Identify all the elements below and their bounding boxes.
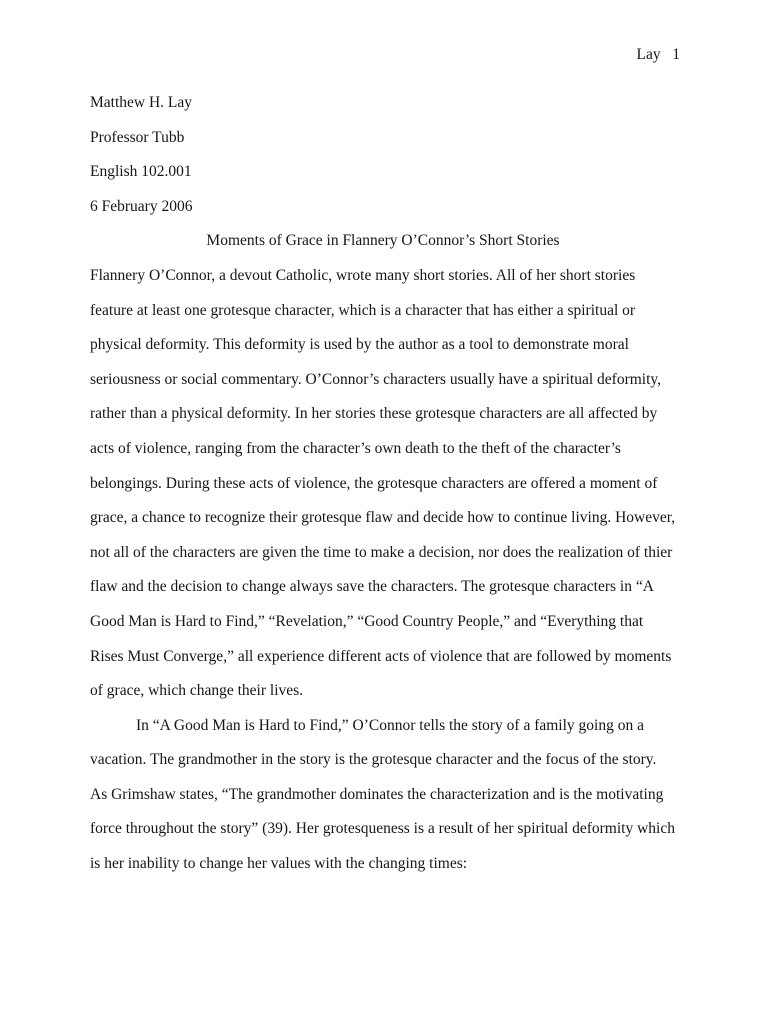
author-name: Matthew H. Lay [90,94,193,111]
body-paragraph-1: Flannery O’Connor, a devout Catholic, wrote many short stories. All of her short stories feature at least one grotesque character, which is a character that has either a spiritual or physical deformity. This deformity is used by the author as a tool to demonstrate moral seriousness or social commentary. O’Connor’s characters usually have a spiritual deformity, rather than a physical deformity. In her stories these grotesque characters are all affected by acts of violence, ranging from the character’s own death to the theft of the character’s belongings. During these acts of violence, the grotesque characters are offered a moment of grace, a chance to recognize their grotesque flaw and decide how to continue living. However, not all of the characters are given the time to make a decision, nor does the realization of thier flaw and the decision to change always save the characters. The grotesque characters in “A Good Man is Hard to Find,” “Revelation,” “Good Country People,” and “Everything that Rises Must Converge,” all experience different acts of violence that are followed by moments of grace, which change their lives. [90,266,676,700]
running-header-page-number: Lay 1 [636,46,680,63]
professor-name: Professor Tubb [90,128,185,146]
document-content [90,86,676,882]
paper-title: Moments of Grace in Flannery O’Connor’s Short Stories [206,232,560,250]
paper-date: 6 February 2006 [90,197,193,215]
body-paragraph-2: In “A Good Man is Hard to Find,” O’Connor tells the story of a family going on a vacation. The grandmother in the story is the grotesque character and the focus of the story. As Grimshaw states, “The grandmother dominates the characterization and is the motivating force throughout the story” (39). Her grotesqueness is a result of her spiritual deformity which is her inability to change her values with the changing times: [90,716,675,873]
course-name: English 102.001 [90,163,192,181]
